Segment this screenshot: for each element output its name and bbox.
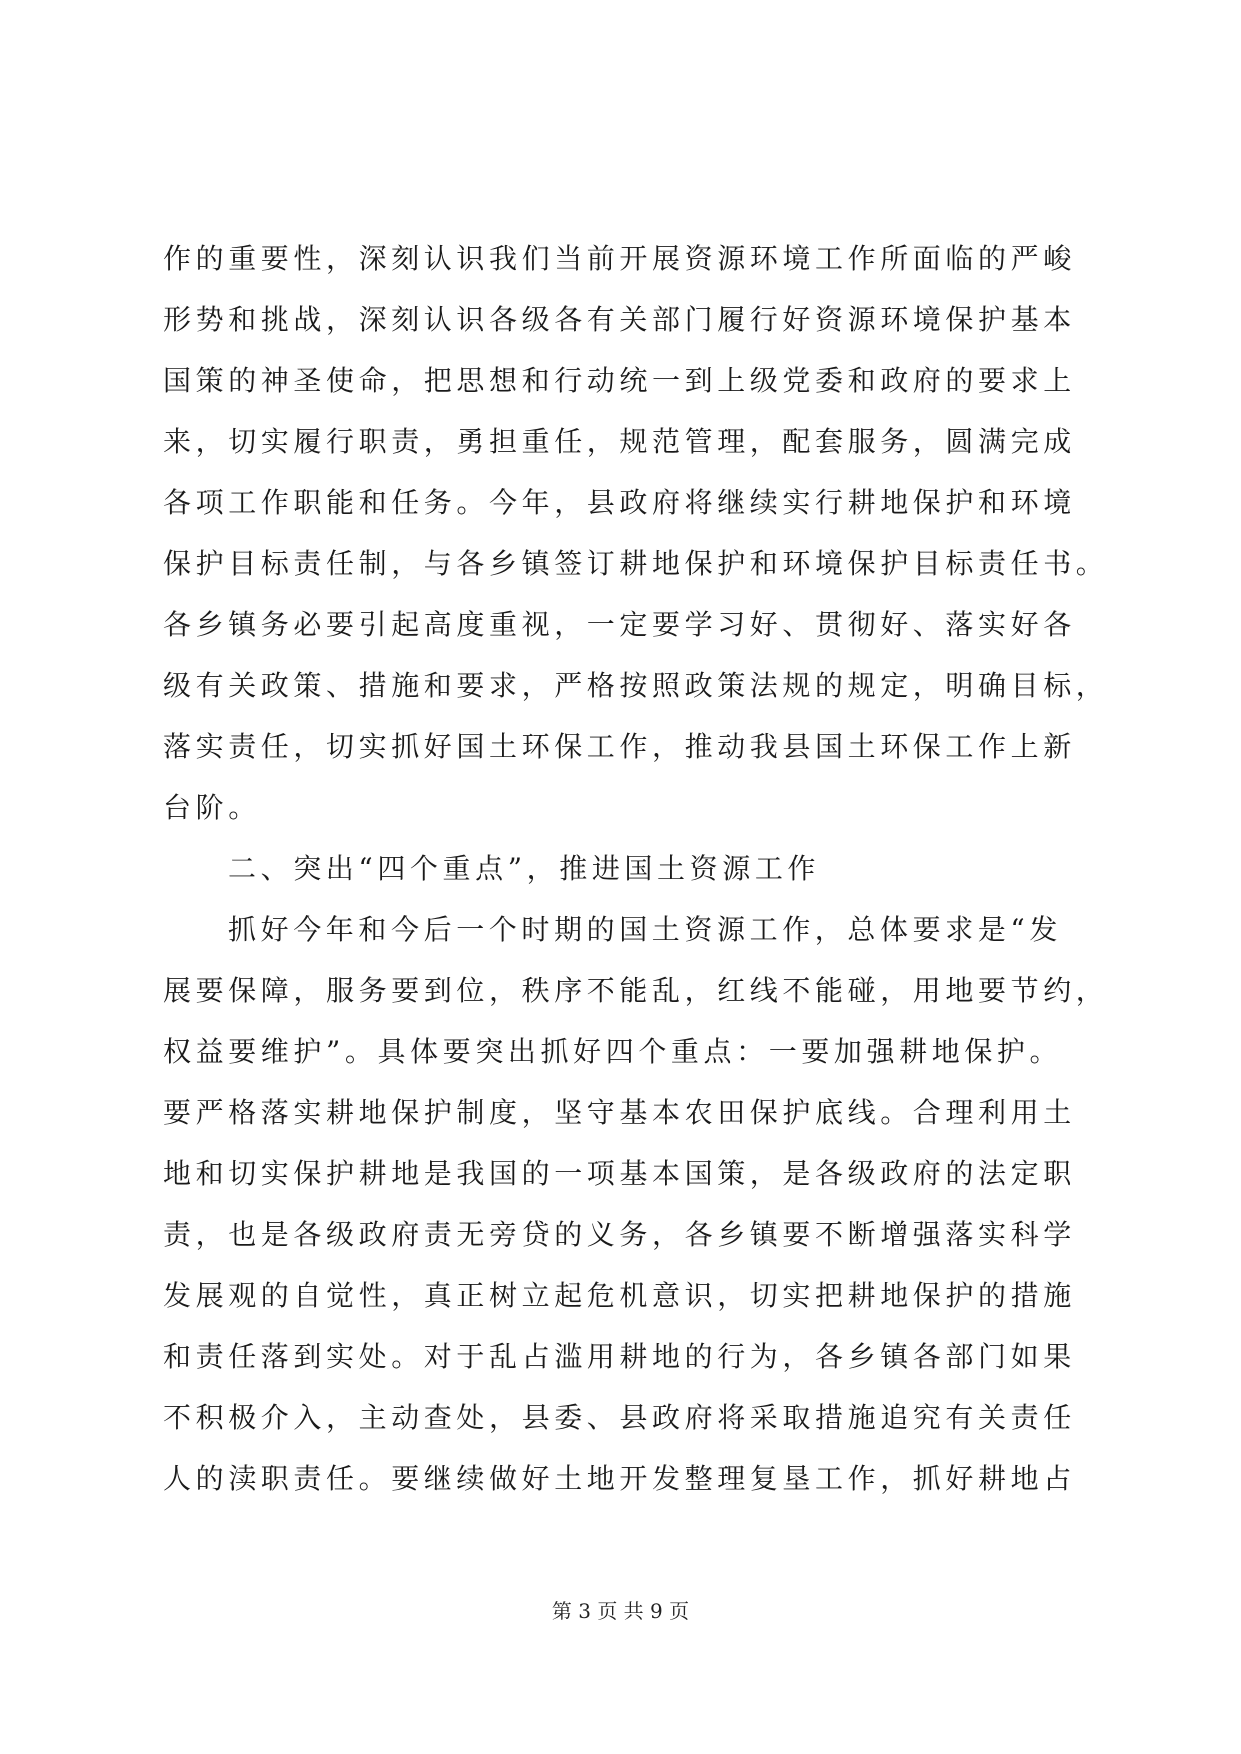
text-line: 要严格落实耕地保护制度，坚守基本农田保护底线。合理利用土: [163, 1096, 1076, 1129]
section-heading: 二、突出“四个重点”，推进国土资源工作: [228, 852, 821, 885]
page-footer: 第 3 页 共 9 页: [551, 1599, 690, 1623]
text-line: 和责任落到实处。对于乱占滥用耕地的行为，各乡镇各部门如果: [163, 1340, 1076, 1373]
text-line: 人的渎职责任。要继续做好土地开发整理复垦工作，抓好耕地占: [163, 1462, 1076, 1495]
text-line: 展要保障，服务要到位，秩序不能乱，红线不能碰，用地要节约，: [163, 974, 1109, 1007]
text-line: 来，切实履行职责，勇担重任，规范管理，配套服务，圆满完成: [163, 425, 1076, 458]
text-line: 国策的神圣使命，把思想和行动统一到上级党委和政府的要求上: [163, 364, 1076, 397]
text-line: 保护目标责任制，与各乡镇签订耕地保护和环境保护目标责任书。: [163, 547, 1109, 580]
text-line: 各乡镇务必要引起高度重视，一定要学习好、贯彻好、落实好各: [163, 608, 1076, 641]
text-line: 权益要维护”。具体要突出抓好四个重点：一要加强耕地保护。: [163, 1035, 1063, 1068]
text-line: 不积极介入，主动查处，县委、县政府将采取措施追究有关责任: [163, 1401, 1076, 1434]
text-line: 地和切实保护耕地是我国的一项基本国策，是各级政府的法定职: [163, 1157, 1076, 1190]
text-line: 落实责任，切实抓好国土环保工作，推动我县国土环保工作上新: [163, 730, 1076, 763]
text-line: 形势和挑战，深刻认识各级各有关部门履行好资源环境保护基本: [163, 303, 1076, 336]
text-line: 各项工作职能和任务。今年，县政府将继续实行耕地保护和环境: [163, 486, 1076, 519]
text-line: 抓好今年和今后一个时期的国土资源工作，总体要求是“发: [228, 913, 1062, 946]
text-line: 责，也是各级政府责无旁贷的义务，各乡镇要不断增强落实科学: [163, 1218, 1076, 1251]
document-body: [163, 228, 1109, 1509]
text-line: 台阶。: [163, 791, 261, 824]
text-line: 发展观的自觉性，真正树立起危机意识，切实把耕地保护的措施: [163, 1279, 1076, 1312]
text-line: 级有关政策、措施和要求，严格按照政策法规的规定，明确目标，: [163, 669, 1109, 702]
text-line: 作的重要性，深刻认识我们当前开展资源环境工作所面临的严峻: [163, 242, 1076, 275]
